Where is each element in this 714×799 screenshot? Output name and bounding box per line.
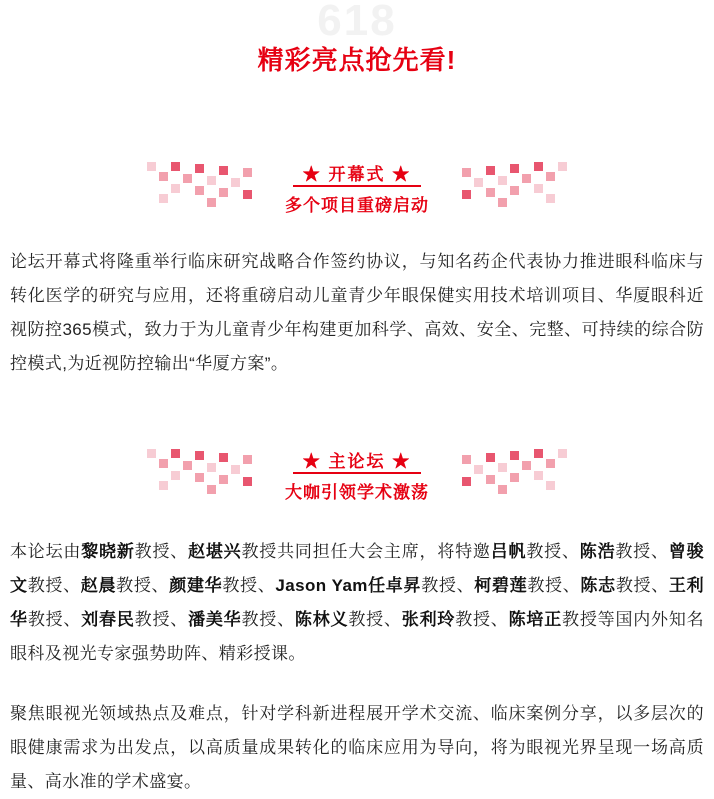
section-title-forum: ★ 主论坛 ★ — [302, 452, 412, 471]
speaker-name: 柯碧莲 — [474, 576, 528, 595]
speaker-name: Jason Yam任卓昇 — [275, 576, 422, 595]
text-run: 教授、 — [615, 576, 669, 595]
speaker-name: 王利华 — [10, 576, 704, 629]
section-title-opening: ★ 开幕式 ★ — [302, 165, 412, 184]
speaker-name: 颜建华 — [169, 576, 223, 595]
speaker-name: 吕帆 — [490, 542, 527, 561]
paragraph-opening: 论坛开幕式将隆重举行临床研究战略合作签约协议，与知名药企代表协力推进眼科临床与转化医学的研究与应用，还将重磅启动儿童青少年眼保健实用技术培训项目、华厦眼科近视防控365模式，致力于为儿童青少年构建更加科学、高效、安全、完整、可持续的综合防控模式,为近视防控输出“华厦方案”。 — [10, 252, 704, 373]
text-run: 教授、 — [134, 610, 189, 629]
speaker-name: 潘美华 — [188, 610, 242, 629]
text-run: 本论坛由 — [10, 542, 82, 561]
watermark-618: 618 — [317, 0, 397, 45]
paragraph-closing: 聚焦眼视光领域热点及难点，针对学科新进程展开学术交流、临床案例分享，以多层次的眼健康需求为出发点，以高质量成果转化的临床应用为导向，将为眼视光界呈现一场高质量、高水准的学术盛宴。 — [10, 704, 704, 791]
speaker-name: 陈林义 — [294, 610, 349, 629]
text-run: 教授共同担任大会主席，将特邀 — [241, 542, 491, 561]
speaker-name: 陈志 — [580, 576, 616, 595]
speaker-name: 黎晓新 — [81, 542, 135, 561]
text-run: 教授、 — [27, 610, 82, 629]
paragraph-forum — [10, 535, 704, 671]
text-run: 教授、 — [615, 542, 669, 561]
speaker-name: 陈浩 — [579, 542, 616, 561]
text-run: 教授、 — [116, 576, 170, 595]
text-run: 教授、 — [526, 542, 580, 561]
text-run: 教授、 — [421, 576, 475, 595]
section-subtitle-opening: 多个项目重磅启动 — [285, 196, 429, 215]
speaker-name: 赵堪兴 — [188, 542, 242, 561]
section-banner-forum — [0, 445, 714, 517]
text-run: 教授、 — [241, 610, 295, 629]
speaker-name: 张利玲 — [401, 610, 456, 629]
speaker-name: 赵晨 — [80, 576, 117, 595]
text-run: 教授等国内外知名眼科及视光专家强势助阵、精彩授课。 — [10, 610, 705, 663]
text-run: 教授、 — [348, 610, 402, 629]
text-run: 教授、 — [527, 576, 581, 595]
text-run: 教授、 — [27, 576, 81, 595]
text-run: 教授、 — [134, 542, 189, 561]
text-run: 教授、 — [222, 576, 276, 595]
text-run: 教授、 — [455, 610, 509, 629]
speaker-name: 刘春民 — [81, 610, 135, 629]
section-divider-opening — [293, 185, 421, 187]
section-banner-opening — [0, 158, 714, 230]
page-title: 精彩亮点抢先看! — [257, 45, 457, 75]
section-divider-forum — [293, 472, 421, 474]
section-subtitle-forum: 大咖引领学术激荡 — [285, 483, 429, 502]
speaker-name: 陈培正 — [508, 610, 563, 629]
speaker-name: 曾骏文 — [10, 542, 705, 595]
